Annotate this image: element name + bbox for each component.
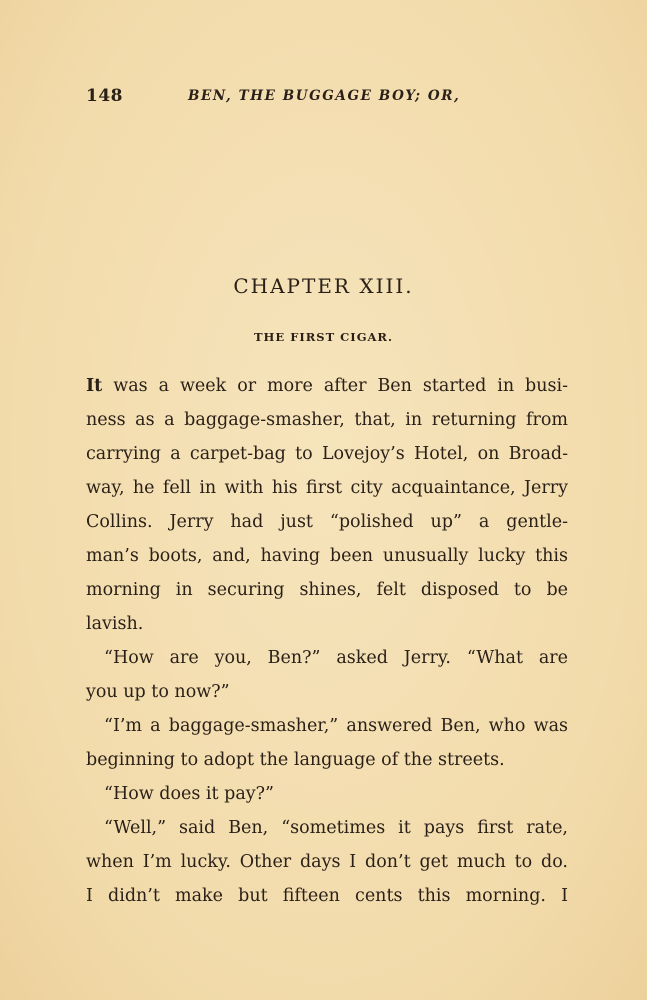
body-line-4: way, he fell in with his first city acquaintance, Jerry xyxy=(86,478,568,498)
body-line-11: “I’m a baggage-smasher,” answered Ben, who was xyxy=(104,716,568,736)
body-line-1 xyxy=(86,374,568,398)
chapter-subtitle: THE FIRST CIGAR. xyxy=(254,330,393,344)
body-line-12: beginning to adopt the language of the streets. xyxy=(86,750,505,770)
running-title: BEN, THE BUGGAGE BOY; OR, xyxy=(188,88,461,104)
body-line-8: lavish. xyxy=(86,614,144,634)
body-line-13: “How does it pay?” xyxy=(104,784,274,804)
body-line-text: was a week or more after Ben started in busi- xyxy=(113,376,568,396)
running-head xyxy=(86,86,576,114)
lead-word: It xyxy=(86,376,103,396)
body-line-16: I didn’t make but fifteen cents this morning. I xyxy=(86,886,568,906)
body-line-3: carrying a carpet-bag to Lovejoy’s Hotel, on Broad- xyxy=(86,444,568,464)
body-line-15: when I’m lucky. Other days I don’t get much to do. xyxy=(86,852,568,872)
body-line-14: “Well,” said Ben, “sometimes it pays first rate, xyxy=(104,818,568,838)
body-line-7: morning in securing shines, felt disposed to be xyxy=(86,580,568,600)
body-line-6: man’s boots, and, having been unusually lucky this xyxy=(86,546,568,566)
body-line-2: ness as a baggage-smasher, that, in returning from xyxy=(86,410,568,430)
page-number: 148 xyxy=(86,86,123,106)
body-line-5: Collins. Jerry had just “polished up” a gentle- xyxy=(86,512,568,532)
body-line-10: you up to now?” xyxy=(86,682,230,702)
chapter-title: CHAPTER XIII. xyxy=(233,274,414,298)
body-line-9: “How are you, Ben?” asked Jerry. “What are xyxy=(104,648,568,668)
